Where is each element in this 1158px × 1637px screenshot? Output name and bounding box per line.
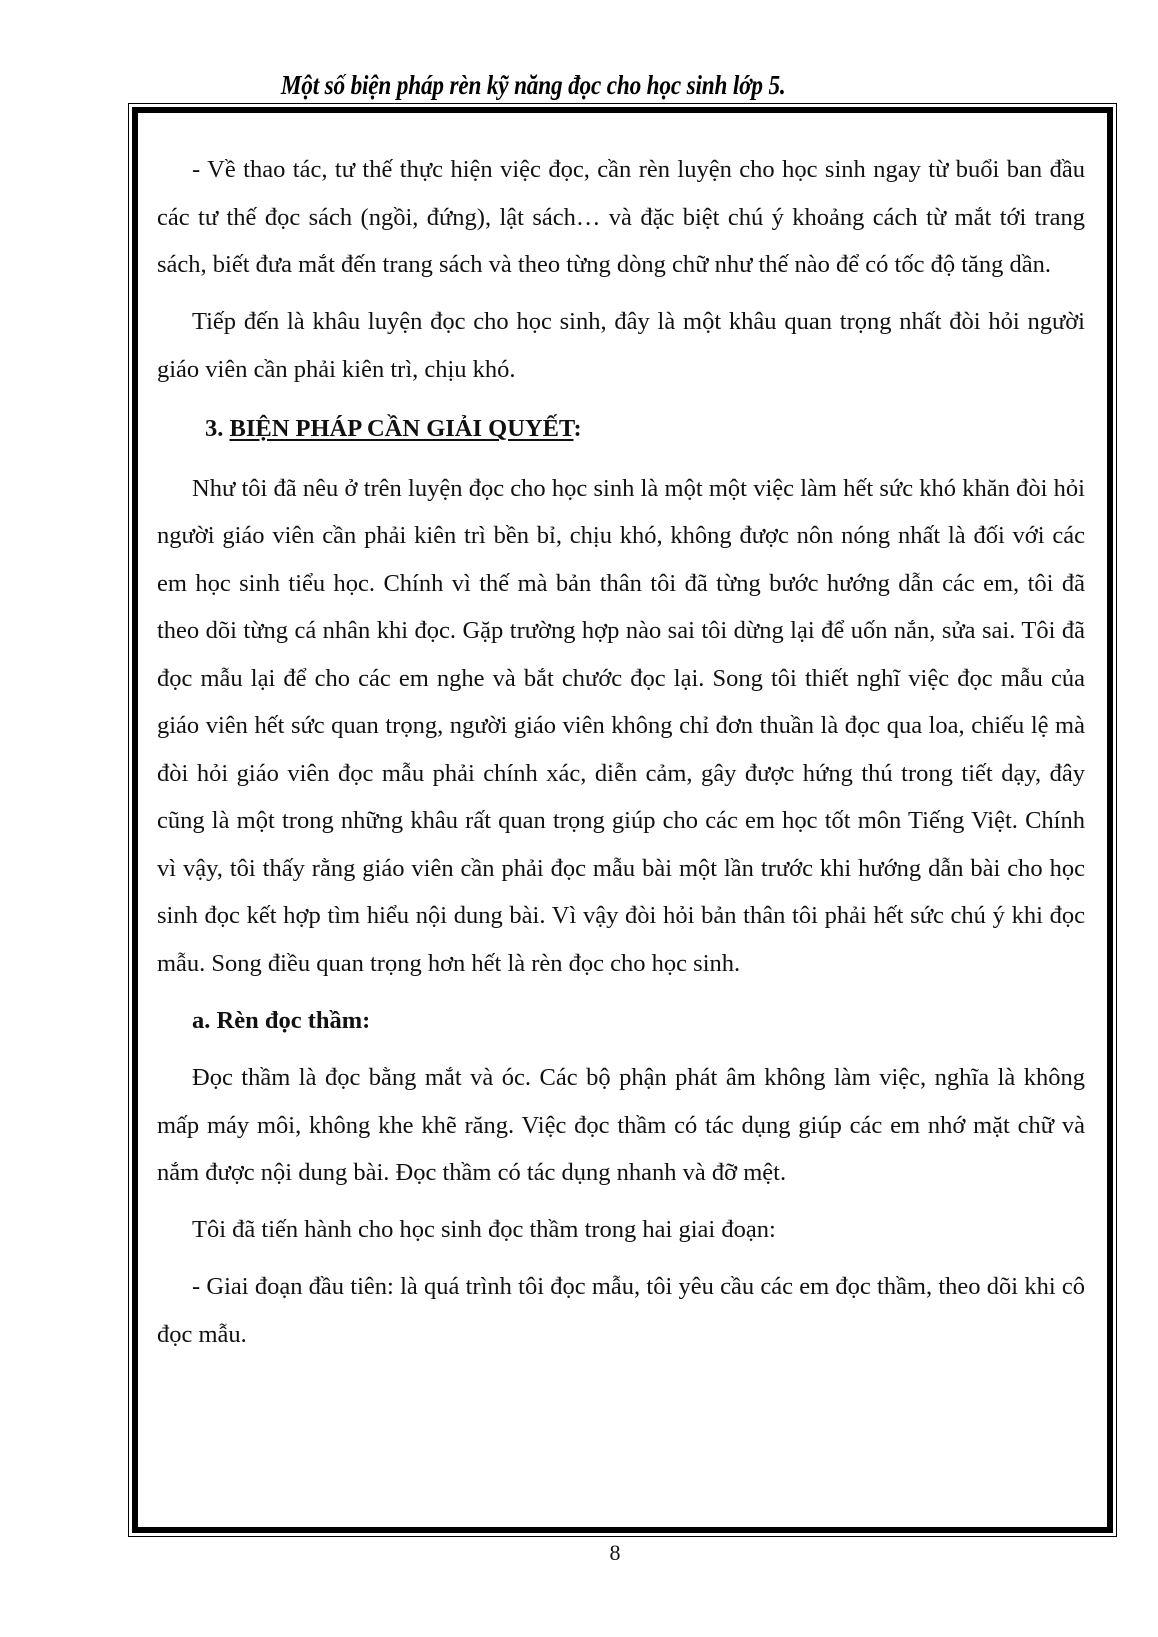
- section-heading-suffix: :: [573, 415, 582, 442]
- running-header-title: Một số biện pháp rèn kỹ năng đọc cho học sinh lớp 5.: [280, 70, 786, 100]
- paragraph-first-phase: - Giai đoạn đầu tiên: là quá trình tôi đọc mẫu, tôi yêu cầu các em đọc thầm, theo dõi khi cô đọc mẫu.: [157, 1273, 1085, 1348]
- section-heading-number: 3.: [205, 415, 230, 442]
- page-content: [157, 146, 1085, 1368]
- section-heading-title: BIỆN PHÁP CẦN GIẢI QUYẾT: [229, 415, 574, 442]
- paragraph-two-phases: Tôi đã tiến hành cho học sinh đọc thầm trong hai giai đoạn:: [192, 1216, 776, 1243]
- page-number: 8: [609, 1540, 621, 1565]
- section-heading: [205, 405, 1085, 453]
- paragraph-solution-approach: Như tôi đã nêu ở trên luyện đọc cho học sinh là một một việc làm hết sức khó khăn đòi hỏi người giáo viên cần phải kiên trì bền bỉ, chịu khó, không được nôn nóng nhất là đối với các em học sinh tiểu học. Chính vì thế mà bản thân tôi đã từng bước hướng dẫn các em, tôi đã theo dõi từng cá nhân khi đọc. Gặp trường hợp nào sai tôi dừng lại để uốn nắn, sửa sai. Tôi đã đọc mẫu lại để cho các em nghe và bắt chước đọc lại. Song tôi thiết nghĩ việc đọc mẫu của giáo viên hết sức quan trọng, người giáo viên không chỉ đơn thuần là đọc qua loa, chiếu lệ mà đòi hỏi giáo viên đọc mẫu phải chính xác, diễn cảm, gây được hứng thú trong tiết dạy, đây cũng là một trong những khâu rất quan trọng giúp cho các em học tốt môn Tiếng Việt. Chính vì vậy, tôi thấy rằng giáo viên cần phải đọc mẫu bài một lần trước khi hướng dẫn bài cho học sinh đọc kết hợp tìm hiểu nội dung bài. Vì vậy đòi hỏi bản thân tôi phải hết sức chú ý khi đọc mẫu. Song điều quan trọng hơn hết là rèn đọc cho học sinh.: [157, 474, 1085, 977]
- paragraph-reading-practice: Tiếp đến là khâu luyện đọc cho học sinh, đây là một khâu quan trọng nhất đòi hỏi người giáo viên cần phải kiên trì, chịu khó.: [157, 308, 1085, 383]
- paragraph-reading-posture: - Về thao tác, tư thế thực hiện việc đọc, cần rèn luyện cho học sinh ngay từ buổi ban đầu các tư thế đọc sách (ngồi, đứng), lật sách… và đặc biệt chú ý khoảng cách từ mắt tới trang sách, biết đưa mắt đến trang sách và theo từng dòng chữ như thế nào để có tốc độ tăng dần.: [157, 156, 1085, 278]
- subheading-silent-reading: a. Rèn đọc thầm:: [192, 1006, 371, 1034]
- paragraph-silent-reading-definition: Đọc thầm là đọc bằng mắt và óc. Các bộ phận phát âm không làm việc, nghĩa là không mấp máy môi, không khe khẽ răng. Việc đọc thầm có tác dụng giúp các em nhớ mặt chữ và nắm được nội dung bài. Đọc thầm có tác dụng nhanh và đỡ mệt.: [157, 1064, 1085, 1186]
